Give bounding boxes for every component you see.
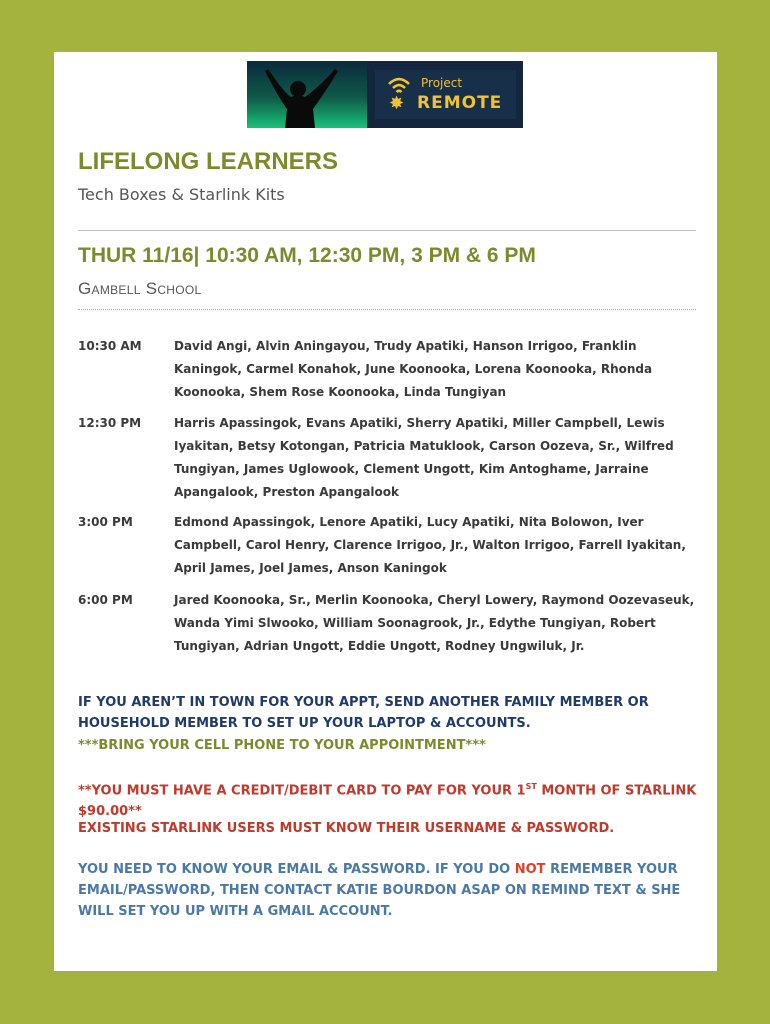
event-date-times: THUR 11/16| 10:30 AM, 12:30 PM, 3 PM & 6 PM — [78, 244, 536, 267]
slot-names: Jared Koonooka, Sr., Merlin Koonooka, Cheryl Lowery, Raymond Oozevaseuk, Wanda Yimi Slwooko, William Soonagrook, Jr., Edythe Tungiyan, Robert Tungiyan, Adrian Ungott, Eddie Ungott, Rodney Ungwiluk, Jr. — [174, 593, 695, 653]
star-icon: ✸ — [389, 93, 405, 114]
slot-names: David Angi, Alvin Aningayou, Trudy Apatiki, Hanson Irrigoo, Franklin Kaningok, Carmel Konahok, June Koonooka, Lorena Koonooka, Rhonda Koonooka, Shem Rose Koonooka, Linda Tungiyan — [174, 339, 653, 399]
slot-time: 10:30 AM — [78, 339, 142, 353]
person-silhouette-icon — [247, 61, 367, 128]
slot-names: Edmond Apassingok, Lenore Apatiki, Lucy Apatiki, Nita Bolowon, Iver Campbell, Carol Henry, Clarence Irrigoo, Jr., Walton Irrigoo, Farrell Iyakitan, April James, Joel James, Anson Kaningok — [174, 515, 686, 575]
page-subtitle: Tech Boxes & Starlink Kits — [78, 185, 285, 204]
brand-line-1: Project — [421, 76, 463, 90]
brand-line-2: REMOTE — [417, 93, 503, 113]
existing-users-notice: EXISTING STARLINK USERS MUST KNOW THEIR USERNAME & PASSWORD. — [78, 821, 615, 836]
flyer-card — [54, 52, 717, 971]
project-remote-banner — [247, 61, 523, 128]
credit-card-notice — [78, 776, 703, 822]
banner-photo — [247, 61, 367, 128]
divider-dotted — [78, 309, 696, 310]
banner-logo-area — [367, 61, 523, 128]
ordinal-suffix: ST — [525, 782, 537, 791]
email-not-emphasis: NOT — [514, 862, 546, 877]
event-location: Gambell School — [78, 279, 202, 298]
credit-card-text-b: MONTH OF STARLINK $90.00** — [78, 783, 697, 820]
slot-names: Harris Apassingok, Evans Apatiki, Sherry Apatiki, Miller Campbell, Lewis Iyakitan, Betsy Kotongan, Patricia Matuklook, Carson Oozeva, Sr., Wilfred Tungiyan, James Uglowook, Clement Ungott, Kim Antoghame, Jarraine Apangalook, Preston Apangalook — [174, 416, 674, 499]
slot-time: 6:00 PM — [78, 593, 133, 607]
email-text-a: YOU NEED TO KNOW YOUR EMAIL & PASSWORD. IF YOU DO — [78, 862, 515, 877]
divider — [78, 230, 696, 231]
credit-card-text-a: **YOU MUST HAVE A CREDIT/DEBIT CARD TO PAY FOR YOUR 1 — [78, 783, 526, 799]
family-member-notice: IF YOU AREN’T IN TOWN FOR YOUR APPT, SEND ANOTHER FAMILY MEMBER OR HOUSEHOLD MEMBER TO SET UP YOUR LAPTOP & ACCOUNTS. — [78, 695, 649, 731]
email-notice — [78, 859, 703, 922]
bring-phone-notice: ***BRING YOUR CELL PHONE TO YOUR APPOINTMENT*** — [78, 738, 486, 753]
project-remote-logo — [375, 70, 516, 119]
email-text-b: REMEMBER YOUR EMAIL/PASSWORD, THEN CONTACT KATIE BOURDON ASAP ON REMIND TEXT & SHE WILL SET YOU UP WITH A GMAIL ACCOUNT. — [78, 862, 681, 919]
slot-time: 3:00 PM — [78, 515, 133, 529]
slot-time: 12:30 PM — [78, 416, 142, 430]
page-title: LIFELONG LEARNERS — [78, 148, 339, 175]
